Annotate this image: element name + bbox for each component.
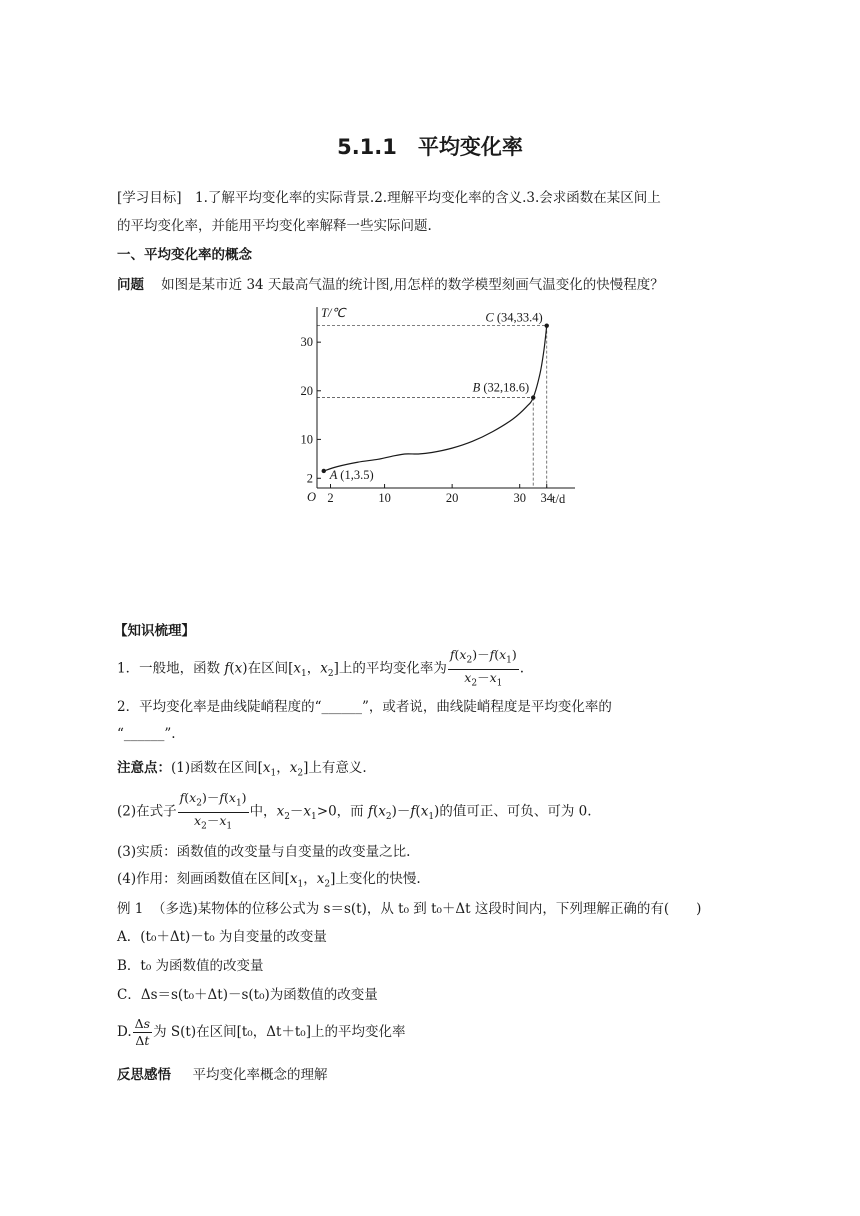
- origin-label: O: [307, 490, 317, 504]
- point-label-A: A (1,3.5): [329, 467, 374, 482]
- option-a: A．(t₀＋Δt)－t₀ 为自变量的改变量: [117, 929, 327, 945]
- y-tick-label: 30: [300, 335, 313, 350]
- item1-text-a: 1．一般地，函数: [117, 660, 225, 677]
- option-d: D. $\frac{\Delta s}{\Delta t}$ 为 S(t)在区间[t₀，Δt＋t₀]上的平均变化率: [117, 1016, 406, 1048]
- note-4: (4)作用：刻画函数值在区间[$x_1$，$x_2$]上变化的快慢.: [117, 871, 421, 890]
- knowledge-item-2-line1: 2．平均变化率是曲线陡峭程度的“______”，或者说，曲线陡峭程度是平均变化率的: [117, 699, 612, 715]
- section-heading: 一、平均变化率的概念: [117, 247, 252, 263]
- example-stem: [117, 900, 701, 918]
- knowledge-header: 【知识梳理】: [114, 623, 195, 639]
- x-tick-label: 10: [378, 491, 391, 505]
- x-tick-label: 34: [540, 491, 553, 505]
- point-B: [531, 395, 535, 399]
- y-tick-label: 2: [306, 471, 313, 486]
- knowledge-header-text: 知识梳理: [127, 623, 182, 639]
- note-2: (2)在式子 $\frac{f(x_2)-f(x_1)}{x_2-x_1}$ 中，$x_2-x_1>0$，而 $f(x_2)-f(x_1)$的值可正、可负、可为 0.: [117, 790, 592, 834]
- point-C: [545, 323, 549, 327]
- reflection-text: 平均变化率概念的理解: [192, 1067, 328, 1083]
- note-1: 注意点：(1)函数在区间[$x_1$，$x_2$]上有意义.: [117, 760, 367, 779]
- example-label: 例 1: [117, 901, 144, 917]
- option-b: B．t₀ 为函数值的改变量: [117, 958, 264, 974]
- note-3: (3)实质：函数值的改变量与自变量的改变量之比.: [117, 844, 411, 860]
- note-2-fraction: $\frac{f(x_2)-f(x_1)}{x_2-x_1}$: [179, 790, 247, 831]
- reflection-line: [117, 1066, 327, 1084]
- point-A: [322, 469, 326, 473]
- average-rate-fraction: $\frac{f(x_2)-f(x_1)}{x_2-x_1}$: [449, 647, 517, 688]
- point-label-C: C (34,33.4): [485, 310, 543, 325]
- point-label-B: B (32,18.6): [472, 380, 530, 395]
- chart-points: [322, 323, 549, 473]
- learning-objectives-line1: [学习目标] 1.了解平均变化率的实际背景.2.理解平均变化率的含义.3.会求函数在某区间上: [117, 190, 661, 206]
- chart-labels: [301, 306, 566, 506]
- option-c: C．Δs＝s(t₀＋Δt)－s(t₀)为函数值的改变量: [117, 987, 378, 1003]
- y-axis-label: T/℃: [321, 306, 346, 320]
- chart-axes: [317, 307, 575, 488]
- y-tick-label: 10: [300, 432, 313, 447]
- temperature-chart: [290, 303, 590, 508]
- y-tick-label: 20: [300, 383, 313, 398]
- page-title: 5.1.1 平均变化率: [337, 135, 523, 159]
- knowledge-item-1: 1．一般地，函数 f(x)在区间[$x_1$，$x_2$]上的平均变化率为 $\frac{f(x_2)-f(x_1)}{x_2-x_1}$ .: [117, 647, 524, 691]
- problem-line: [117, 276, 664, 294]
- example-stem-text: （多选)某物体的位移公式为 s＝s(t)，从 t₀ 到 t₀＋Δt 这段时间内，下列理解正确的有( ): [151, 901, 702, 917]
- problem-text: 如图是某市近 34 天最高气温的统计图,用怎样的数学模型刻画气温变化的快慢程度？: [161, 277, 664, 293]
- learning-objectives-line2: 的平均变化率，并能用平均变化率解释一些实际问题.: [117, 218, 432, 234]
- x-tick-label: 20: [445, 491, 459, 505]
- x-tick-label: 2: [327, 491, 334, 505]
- item1-text-c: ]上的平均变化率为: [333, 660, 447, 677]
- reflection-label: 反思感悟: [117, 1067, 171, 1083]
- option-d-fraction: $\frac{\Delta s}{\Delta t}$: [134, 1016, 151, 1048]
- notes-label: 注意点：: [117, 760, 171, 776]
- x-axis-label: t/d: [552, 492, 566, 506]
- problem-label: 问题: [117, 277, 144, 293]
- item1-fx: f: [224, 660, 230, 677]
- temperature-curve: [324, 326, 547, 471]
- item1-text-b: 在区间[: [247, 660, 294, 677]
- knowledge-item-2-line2: “______”.: [117, 726, 176, 742]
- x-tick-label: 30: [513, 491, 526, 505]
